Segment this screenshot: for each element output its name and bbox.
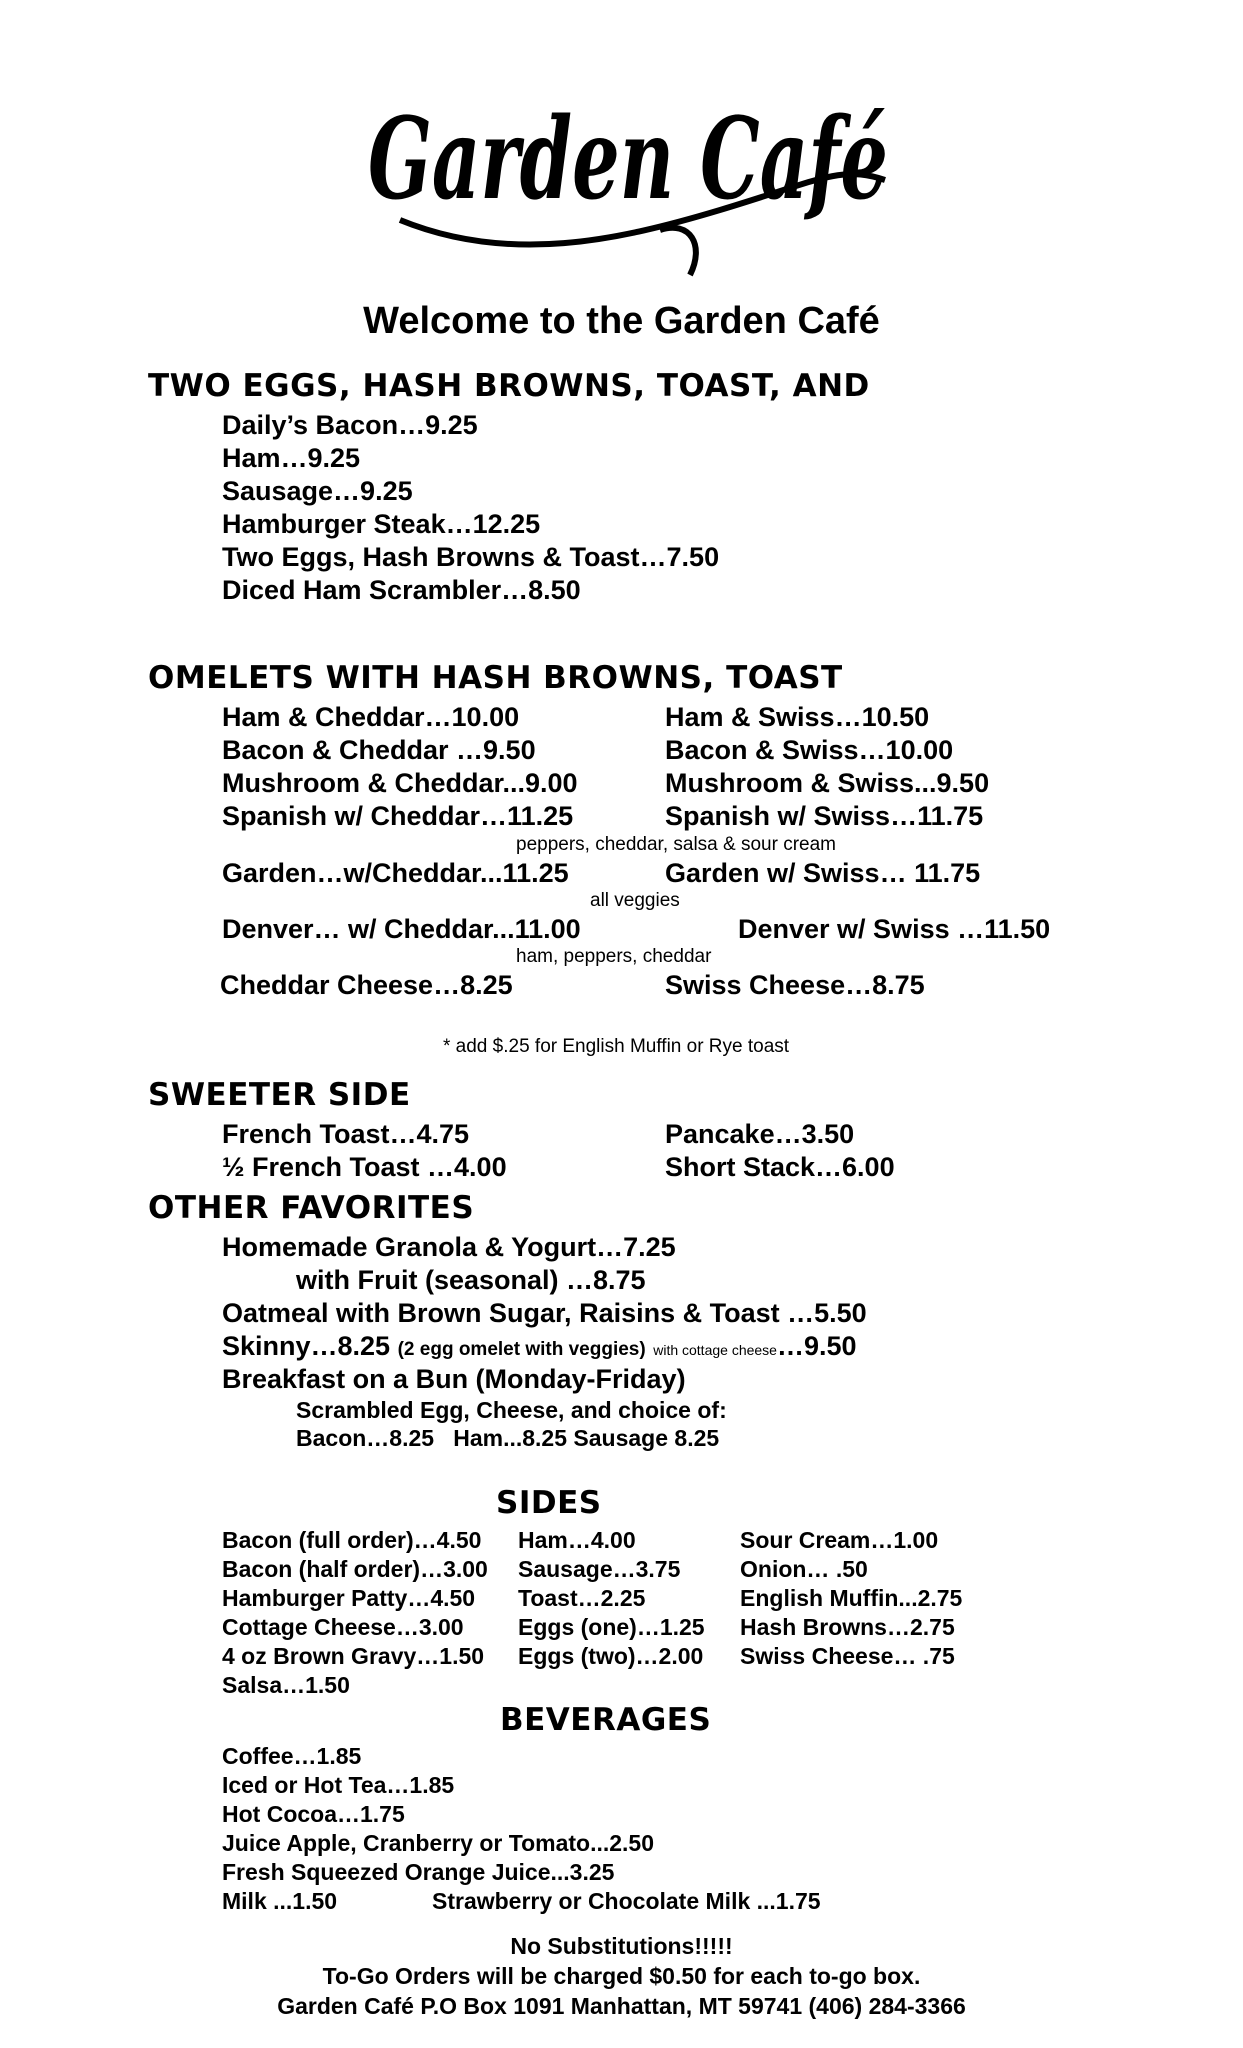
section-title-sweeter: SWEETER SIDE	[148, 1077, 411, 1113]
garden-cafe-logo	[360, 70, 900, 285]
beverage-item: Coffee…1.85	[222, 1743, 362, 1769]
beverage-item: Juice Apple, Cranberry or Tomato...2.50	[222, 1830, 655, 1856]
section-title-omelets: OMELETS WITH HASH BROWNS, TOAST	[148, 660, 843, 696]
item-description: Scrambled Egg, Cheese, and choice of:	[296, 1397, 727, 1423]
item-description: peppers, cheddar, salsa & sour cream	[516, 834, 837, 855]
menu-item: Mushroom & Swiss...9.50	[665, 768, 990, 798]
section-title-favorites: OTHER FAVORITES	[148, 1190, 475, 1226]
svg-text:Garden Café: Garden Café	[368, 94, 888, 225]
menu-item: ½ French Toast …4.00	[222, 1152, 507, 1182]
menu-item: Spanish w/ Cheddar…11.25	[222, 801, 574, 831]
menu-item: Spanish w/ Swiss…11.75	[665, 801, 984, 831]
menu-item: Bacon & Cheddar …9.50	[222, 735, 536, 765]
menu-item: with Fruit (seasonal) …8.75	[296, 1265, 646, 1295]
no-substitutions: No Substitutions!!!!!	[510, 1933, 733, 1959]
menu-item-skinny	[222, 1331, 857, 1362]
item-description: all veggies	[590, 890, 680, 911]
beverage-item: Hot Cocoa…1.75	[222, 1801, 405, 1827]
menu-item: French Toast…4.75	[222, 1119, 470, 1149]
side-item: Toast…2.25	[518, 1585, 646, 1611]
menu-item: Garden…w/Cheddar...11.25	[222, 858, 569, 888]
menu-item: Denver w/ Swiss …11.50	[738, 914, 1051, 944]
side-item: Sausage…3.75	[518, 1556, 681, 1582]
section-title-beverages: BEVERAGES	[500, 1702, 712, 1738]
menu-item: Short Stack…6.00	[665, 1152, 895, 1182]
side-item: Hash Browns…2.75	[740, 1614, 955, 1640]
side-item: Ham…4.00	[518, 1527, 636, 1553]
menu-item: Mushroom & Cheddar...9.00	[222, 768, 578, 798]
item-description: ham, peppers, cheddar	[516, 946, 712, 967]
skinny-cottage: with cottage cheese	[653, 1342, 777, 1358]
add-note: * add $.25 for English Muffin or Rye toast	[443, 1036, 790, 1057]
beverage-item: Strawberry or Chocolate Milk ...1.75	[432, 1888, 821, 1914]
item-options: Bacon…8.25 Ham...8.25 Sausage 8.25	[296, 1425, 720, 1451]
menu-item: Sausage…9.25	[222, 476, 413, 506]
side-item: 4 oz Brown Gravy…1.50	[222, 1643, 485, 1669]
skinny-name: Skinny…8.25	[222, 1331, 391, 1361]
menu-item: Diced Ham Scrambler…8.50	[222, 575, 581, 605]
menu-item: Ham & Swiss…10.50	[665, 702, 930, 732]
side-item: Onion… .50	[740, 1556, 868, 1582]
section-title-sides: SIDES	[496, 1485, 602, 1521]
menu-item: Pancake…3.50	[665, 1119, 855, 1149]
menu-item: Oatmeal with Brown Sugar, Raisins & Toast …5.50	[222, 1298, 867, 1328]
menu-item: Bacon & Swiss…10.00	[665, 735, 954, 765]
beverage-item: Fresh Squeezed Orange Juice...3.25	[222, 1859, 615, 1885]
side-item: Bacon (full order)…4.50	[222, 1527, 482, 1553]
menu-item: Breakfast on a Bun (Monday-Friday)	[222, 1364, 686, 1394]
side-item: Sour Cream…1.00	[740, 1527, 939, 1553]
side-item: Cottage Cheese…3.00	[222, 1614, 464, 1640]
menu-item: Two Eggs, Hash Browns & Toast…7.50	[222, 542, 720, 572]
side-item: Swiss Cheese… .75	[740, 1643, 955, 1669]
address-line: Garden Café P.O Box 1091 Manhattan, MT 59741 (406) 284-3366	[277, 1993, 966, 2019]
menu-item: Swiss Cheese…8.75	[665, 970, 925, 1000]
welcome-heading: Welcome to the Garden Café	[363, 300, 880, 342]
skinny-description: (2 egg omelet with veggies)	[397, 1339, 646, 1360]
side-item: English Muffin...2.75	[740, 1585, 963, 1611]
skinny-price: …9.50	[776, 1331, 857, 1361]
side-item: Eggs (two)…2.00	[518, 1643, 704, 1669]
menu-item: Cheddar Cheese…8.25	[220, 970, 513, 1000]
menu-item: Ham & Cheddar…10.00	[222, 702, 520, 732]
menu-item: Garden w/ Swiss… 11.75	[665, 858, 981, 888]
side-item: Eggs (one)…1.25	[518, 1614, 705, 1640]
beverage-item: Iced or Hot Tea…1.85	[222, 1772, 455, 1798]
side-item: Bacon (half order)…3.00	[222, 1556, 488, 1582]
side-item: Hamburger Patty…4.50	[222, 1585, 476, 1611]
menu-item: Homemade Granola & Yogurt…7.25	[222, 1232, 676, 1262]
beverage-item: Milk ...1.50	[222, 1888, 338, 1914]
menu-item: Denver… w/ Cheddar...11.00	[222, 914, 581, 944]
menu-item: Daily’s Bacon…9.25	[222, 410, 478, 440]
menu-item: Ham…9.25	[222, 443, 361, 473]
section-title-eggs: TWO EGGS, HASH BROWNS, TOAST, AND	[148, 368, 870, 404]
togo-notice: To-Go Orders will be charged $0.50 for each to-go box.	[322, 1963, 921, 1989]
side-item: Salsa…1.50	[222, 1672, 350, 1698]
menu-item: Hamburger Steak…12.25	[222, 509, 541, 539]
